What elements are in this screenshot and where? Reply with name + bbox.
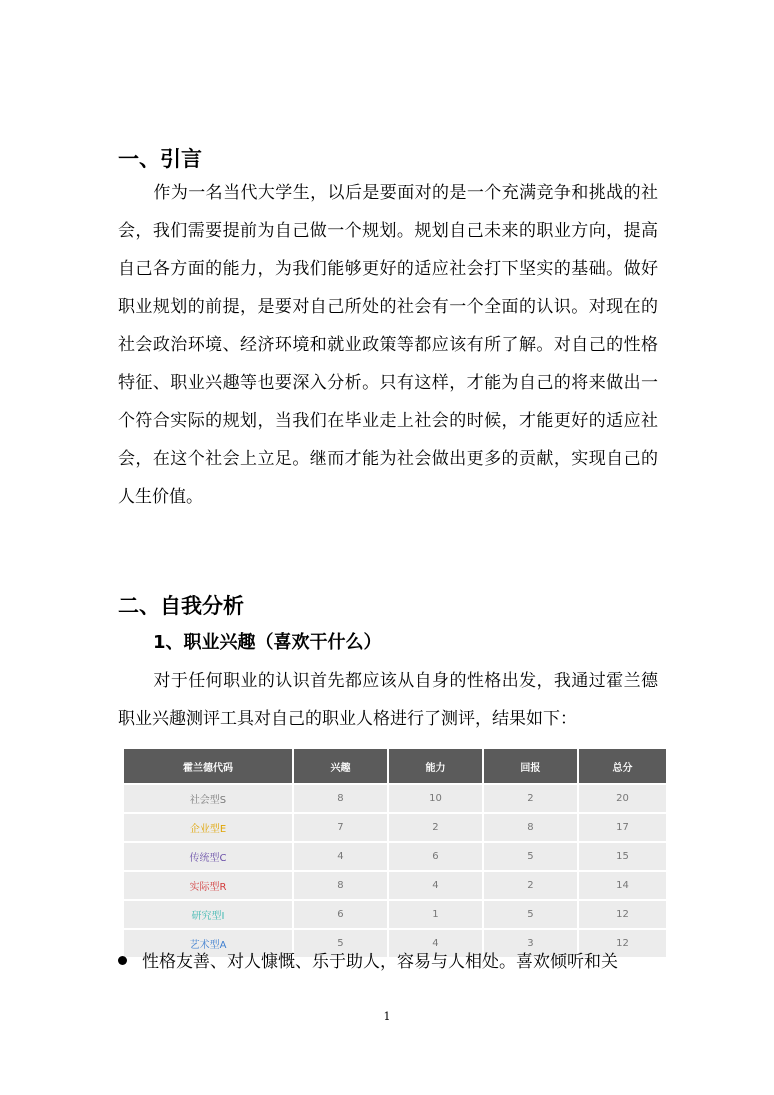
cell-reward: 5 [484,899,579,928]
cell-ability: 4 [389,928,484,957]
cell-interest: 8 [294,783,389,812]
subheading-career-interest: 1、职业兴趣（喜欢干什么） [153,632,382,653]
header-ability: 能力 [389,749,484,783]
cell-interest: 6 [294,899,389,928]
cell-interest: 4 [294,841,389,870]
cell-total: 12 [579,899,666,928]
table-header-row [124,749,666,783]
cell-reward: 2 [484,783,579,812]
cell-holland-type: 企业型E [124,812,294,841]
cell-interest: 7 [294,812,389,841]
page-number: 1 [383,1010,391,1023]
cell-interest: 8 [294,870,389,899]
cell-total: 20 [579,783,666,812]
cell-holland-type: 艺术型A [124,928,294,957]
cell-ability: 10 [389,783,484,812]
cell-reward: 5 [484,841,579,870]
cell-ability: 6 [389,841,484,870]
introduction-paragraph [118,174,658,516]
header-total: 总分 [579,749,666,783]
cell-total: 14 [579,870,666,899]
cell-holland-type: 研究型I [124,899,294,928]
cell-reward: 2 [484,870,579,899]
self-analysis-text: 对于任何职业的认识首先都应该从自身的性格出发，我通过霍兰德职业兴趣测评工具对自己的职业人格进行了测评，结果如下： [118,671,658,729]
header-reward: 回报 [484,749,579,783]
section-heading-self-analysis: 二、自我分析 [118,594,244,618]
section-heading-introduction: 一、引言 [118,147,202,171]
cell-total: 17 [579,812,666,841]
cell-ability: 2 [389,812,484,841]
header-holland-code: 霍兰德代码 [124,749,294,783]
cell-reward: 8 [484,812,579,841]
table-row [124,812,666,841]
bullet-text: 性格友善、对人慷慨、乐于助人，容易与人相处。喜欢倾听和关 [142,952,618,972]
cell-ability: 4 [389,870,484,899]
cell-reward: 3 [484,928,579,957]
cell-holland-type: 实际型R [124,870,294,899]
bullet-icon [118,956,127,965]
cell-interest: 5 [294,928,389,957]
header-interest: 兴趣 [294,749,389,783]
cell-total: 15 [579,841,666,870]
cell-total: 12 [579,928,666,957]
table-row [124,783,666,812]
holland-code-table [124,749,666,957]
table-row [124,841,666,870]
cell-ability: 1 [389,899,484,928]
cell-holland-type: 社会型S [124,783,294,812]
introduction-text: 作为一名当代大学生，以后是要面对的是一个充满竞争和挑战的社会，我们需要提前为自己做一个规划。规划自己未来的职业方向，提高自己各方面的能力，为我们能够更好的适应社会打下坚实的基础。做好职业规划的前提，是要对自己所处的社会有一个全面的认识。对现在的社会政治环境、经济环境和就业政策等都应该有所了解。对自己的性格特征、职业兴趣等也要深入分析。只有这样，才能为自己的将来做出一个符合实际的规划，当我们在毕业走上社会的时候，才能更好的适应社会，在这个社会上立足。继而才能为社会做出更多的贡献，实现自己的人生价值。 [118,183,658,507]
table-row [124,870,666,899]
self-analysis-paragraph [118,662,658,738]
cell-holland-type: 传统型C [124,841,294,870]
bullet-item [118,946,663,978]
table-row [124,899,666,928]
